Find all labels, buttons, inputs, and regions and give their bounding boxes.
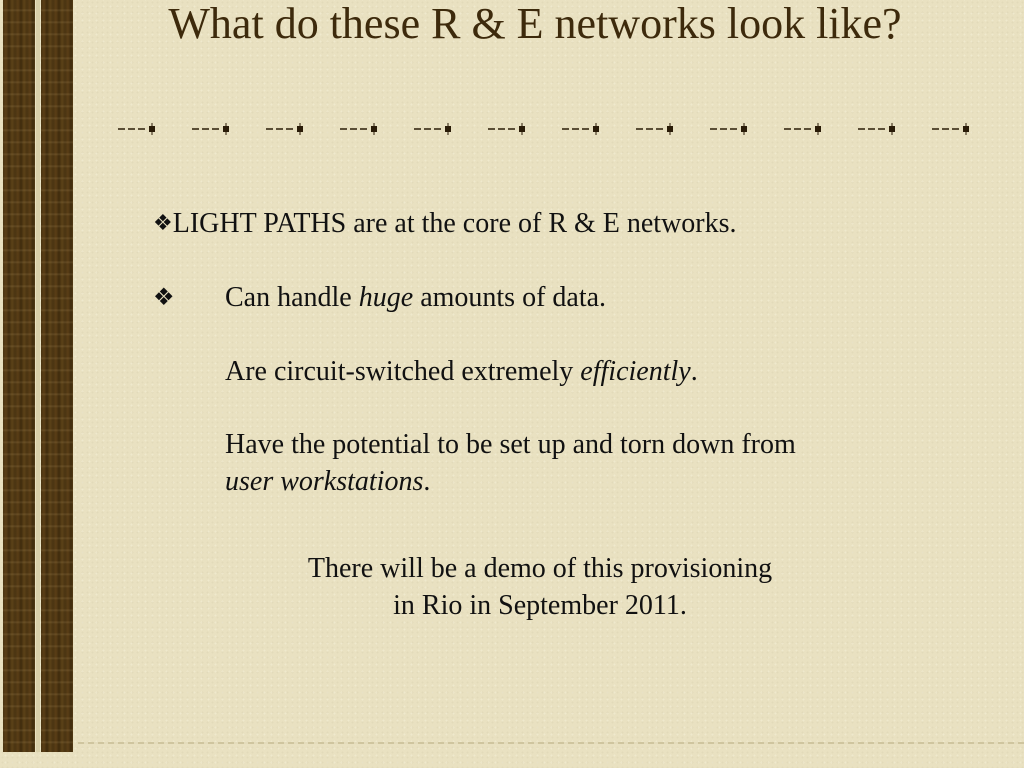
bullet-text-suffix: amounts of data.: [413, 282, 607, 313]
bullet-text-prefix: Can handle: [225, 282, 359, 313]
demo-note-line2: in Rio in September 2011.: [393, 590, 687, 621]
four-diamond-bullet-icon: ❖: [153, 210, 173, 235]
slide-title: What do these R & E networks look like?: [168, 0, 902, 48]
demo-note: [150, 550, 930, 624]
demo-note-line1: There will be a demo of this provisioning: [307, 553, 773, 584]
left-decorative-stripe: [3, 0, 35, 752]
bullet-main-text: LIGHT PATHS are at the core of R & E networks.: [172, 208, 737, 239]
bullet-user-workstations-cont: [225, 466, 430, 498]
bullet-text-emphasis: user workstations: [225, 466, 424, 497]
stripe-separator: [36, 0, 40, 752]
bullet-text-emphasis: efficiently: [580, 356, 691, 387]
bullet-huge-data: [225, 282, 606, 314]
bottom-border-line: [78, 742, 1024, 744]
bullet-text-suffix: .: [423, 466, 431, 497]
title-divider: [118, 122, 998, 136]
bullet-main: [153, 207, 737, 240]
bullet-text-emphasis: huge: [358, 282, 414, 313]
bullet-text-line1: Have the potential to be set up and torn down from: [225, 429, 796, 460]
bullet-user-workstations: [225, 429, 796, 461]
bullet-circuit-switched: [225, 356, 698, 388]
left-decorative-stripe-inner: [41, 0, 73, 752]
four-diamond-bullet-icon: ❖: [153, 285, 175, 311]
bullet-text-suffix: .: [690, 356, 698, 387]
bullet-text-prefix: Are circuit-switched extremely: [225, 356, 581, 387]
